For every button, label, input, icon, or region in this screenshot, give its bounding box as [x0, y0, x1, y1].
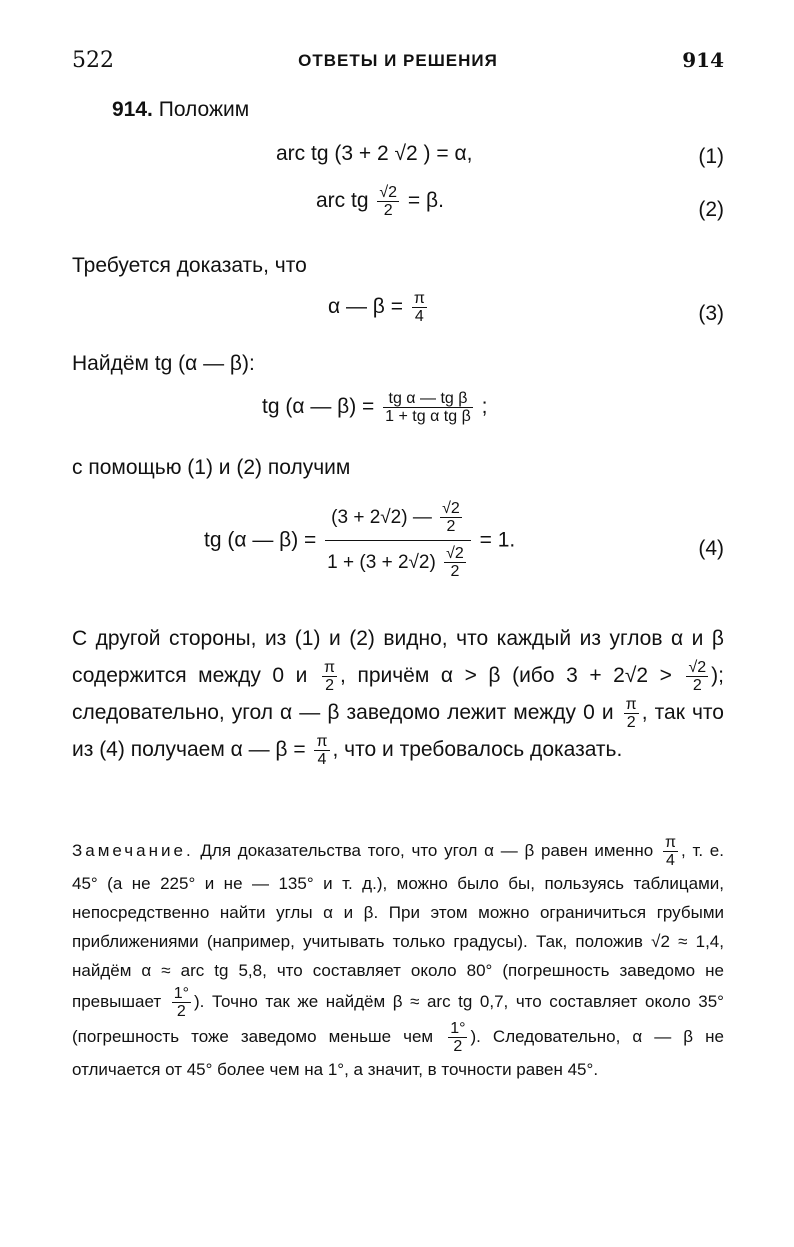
- pi-over-2-a: $\frac{\pi}{2}$: [324, 658, 336, 694]
- remark-pi-over-4: $\frac{\pi}{4}$: [664, 834, 676, 869]
- equation-2-frac-num: √2: [379, 184, 398, 201]
- equation-3-frac-num: π: [413, 290, 425, 307]
- tangent-difference-formula: tg (α — β) = $\frac{\text{tg α — tg β}}{\text{1 + tg α tg β}}$ ;: [262, 390, 488, 425]
- problem-number-header: 914: [682, 48, 724, 72]
- equation-4-den-frac: $\frac{√2}{2}$: [446, 545, 464, 581]
- equation-4-denominator: [325, 540, 471, 585]
- with-help-text: с помощью (1) и (2) получим: [72, 456, 351, 479]
- remark-part-3: ). Точно так же найдём β ≈ arc tg 0,7, что составляет около 35° (погрешность тоже заведомо меньше чем: [72, 991, 724, 1046]
- equation-2-number: (2): [698, 198, 724, 221]
- remark-half-degree-a: $\frac{1^\circ}{2}$: [173, 985, 189, 1020]
- pi-over-2-b: $\frac{\pi}{2}$: [625, 695, 637, 731]
- equation-4-numerator: [325, 496, 471, 540]
- equation-1-expression: arc tg (3 + 2 √2 ) = α,: [276, 142, 473, 165]
- equation-2-right: = β.: [407, 189, 444, 213]
- intro-text: Положим: [158, 98, 250, 121]
- argument-part-1: С другой стороны, из (1) и (2) видно, что каждый из углов α и β содержится между 0 и: [72, 627, 724, 687]
- problem-number: 914.: [112, 98, 153, 121]
- page-header: [72, 48, 724, 78]
- sqrt2-over-2: $\frac{√2}{2}$: [688, 658, 707, 694]
- equation-4-number: (4): [698, 537, 724, 560]
- equation-1-number: (1): [698, 145, 724, 168]
- remark-part-1: Для доказательства того, что угол α — β равен именно: [200, 840, 654, 860]
- equation-2-fraction: [377, 184, 399, 219]
- tg-formula-fraction: [383, 390, 473, 425]
- equation-2-frac-den: 2: [377, 201, 399, 219]
- argument-part-3: ); следовательно, угол α — β заведомо лежит между 0 и: [72, 664, 724, 724]
- argument-part-4: , так что из (4) получаем α — β =: [72, 701, 724, 761]
- remark-part-4: ). Следовательно, α — β не отличается от 45° более чем на 1°, а значит, в точности равен 45°.: [72, 1026, 724, 1079]
- problem-intro: [112, 98, 249, 122]
- pi-over-4: $\frac{\pi}{4}$: [316, 732, 328, 768]
- argument-paragraph: [72, 620, 724, 768]
- equation-4-den-text: 1 + (3 + 2√2): [327, 552, 436, 573]
- equation-2: [316, 184, 444, 219]
- equation-1: [276, 142, 472, 166]
- page-number: 522: [72, 48, 114, 73]
- equation-3-frac-den: 4: [412, 307, 427, 325]
- equation-3: [328, 290, 430, 325]
- equation-4-right: = 1.: [479, 528, 516, 552]
- find-text: Найдём tg (α — β):: [72, 352, 255, 375]
- argument-part-5: , что и требовалось доказать.: [332, 738, 623, 761]
- tg-formula-num: tg α — tg β: [388, 390, 468, 407]
- equation-4: [204, 496, 515, 585]
- equation-4-fraction: [325, 496, 471, 585]
- equation-3-fraction: [412, 290, 427, 325]
- argument-part-2: , причём α > β (ибо 3 + 2√2 >: [340, 664, 672, 687]
- equation-4-num-text: (3 + 2√2) —: [331, 507, 432, 528]
- equation-3-left: α — β =: [328, 295, 403, 319]
- remark-paragraph: [72, 834, 724, 1084]
- equation-4-num-frac: $\frac{√2}{2}$: [442, 500, 460, 536]
- need-to-prove: Требуется доказать, что: [72, 254, 307, 277]
- equation-3-number: (3): [698, 302, 724, 325]
- running-title: ОТВЕТЫ И РЕШЕНИЯ: [298, 51, 498, 70]
- remark-label: Замечание.: [72, 840, 194, 860]
- equation-2-left: arc tg: [316, 189, 369, 213]
- equation-4-left: tg (α — β) =: [204, 528, 317, 552]
- remark-half-degree-b: $\frac{1^\circ}{2}$: [450, 1020, 466, 1055]
- tg-formula-left: tg (α — β) =: [262, 395, 375, 419]
- tg-formula-den: 1 + tg α tg β: [385, 408, 471, 425]
- remark-part-2: , т. е. 45° (а не 225° и не — 135° и т. д.), можно было бы, пользуясь таблицами, непосредственно найти углы α и β. При этом можно ограничиться грубыми приближениями (например, учитывать только градусы). Так, положив √2 ≈ 1,4, найдём α ≈ arc tg 5,8, что составляет около 80° (погрешность заведомо не превышает: [72, 840, 724, 1011]
